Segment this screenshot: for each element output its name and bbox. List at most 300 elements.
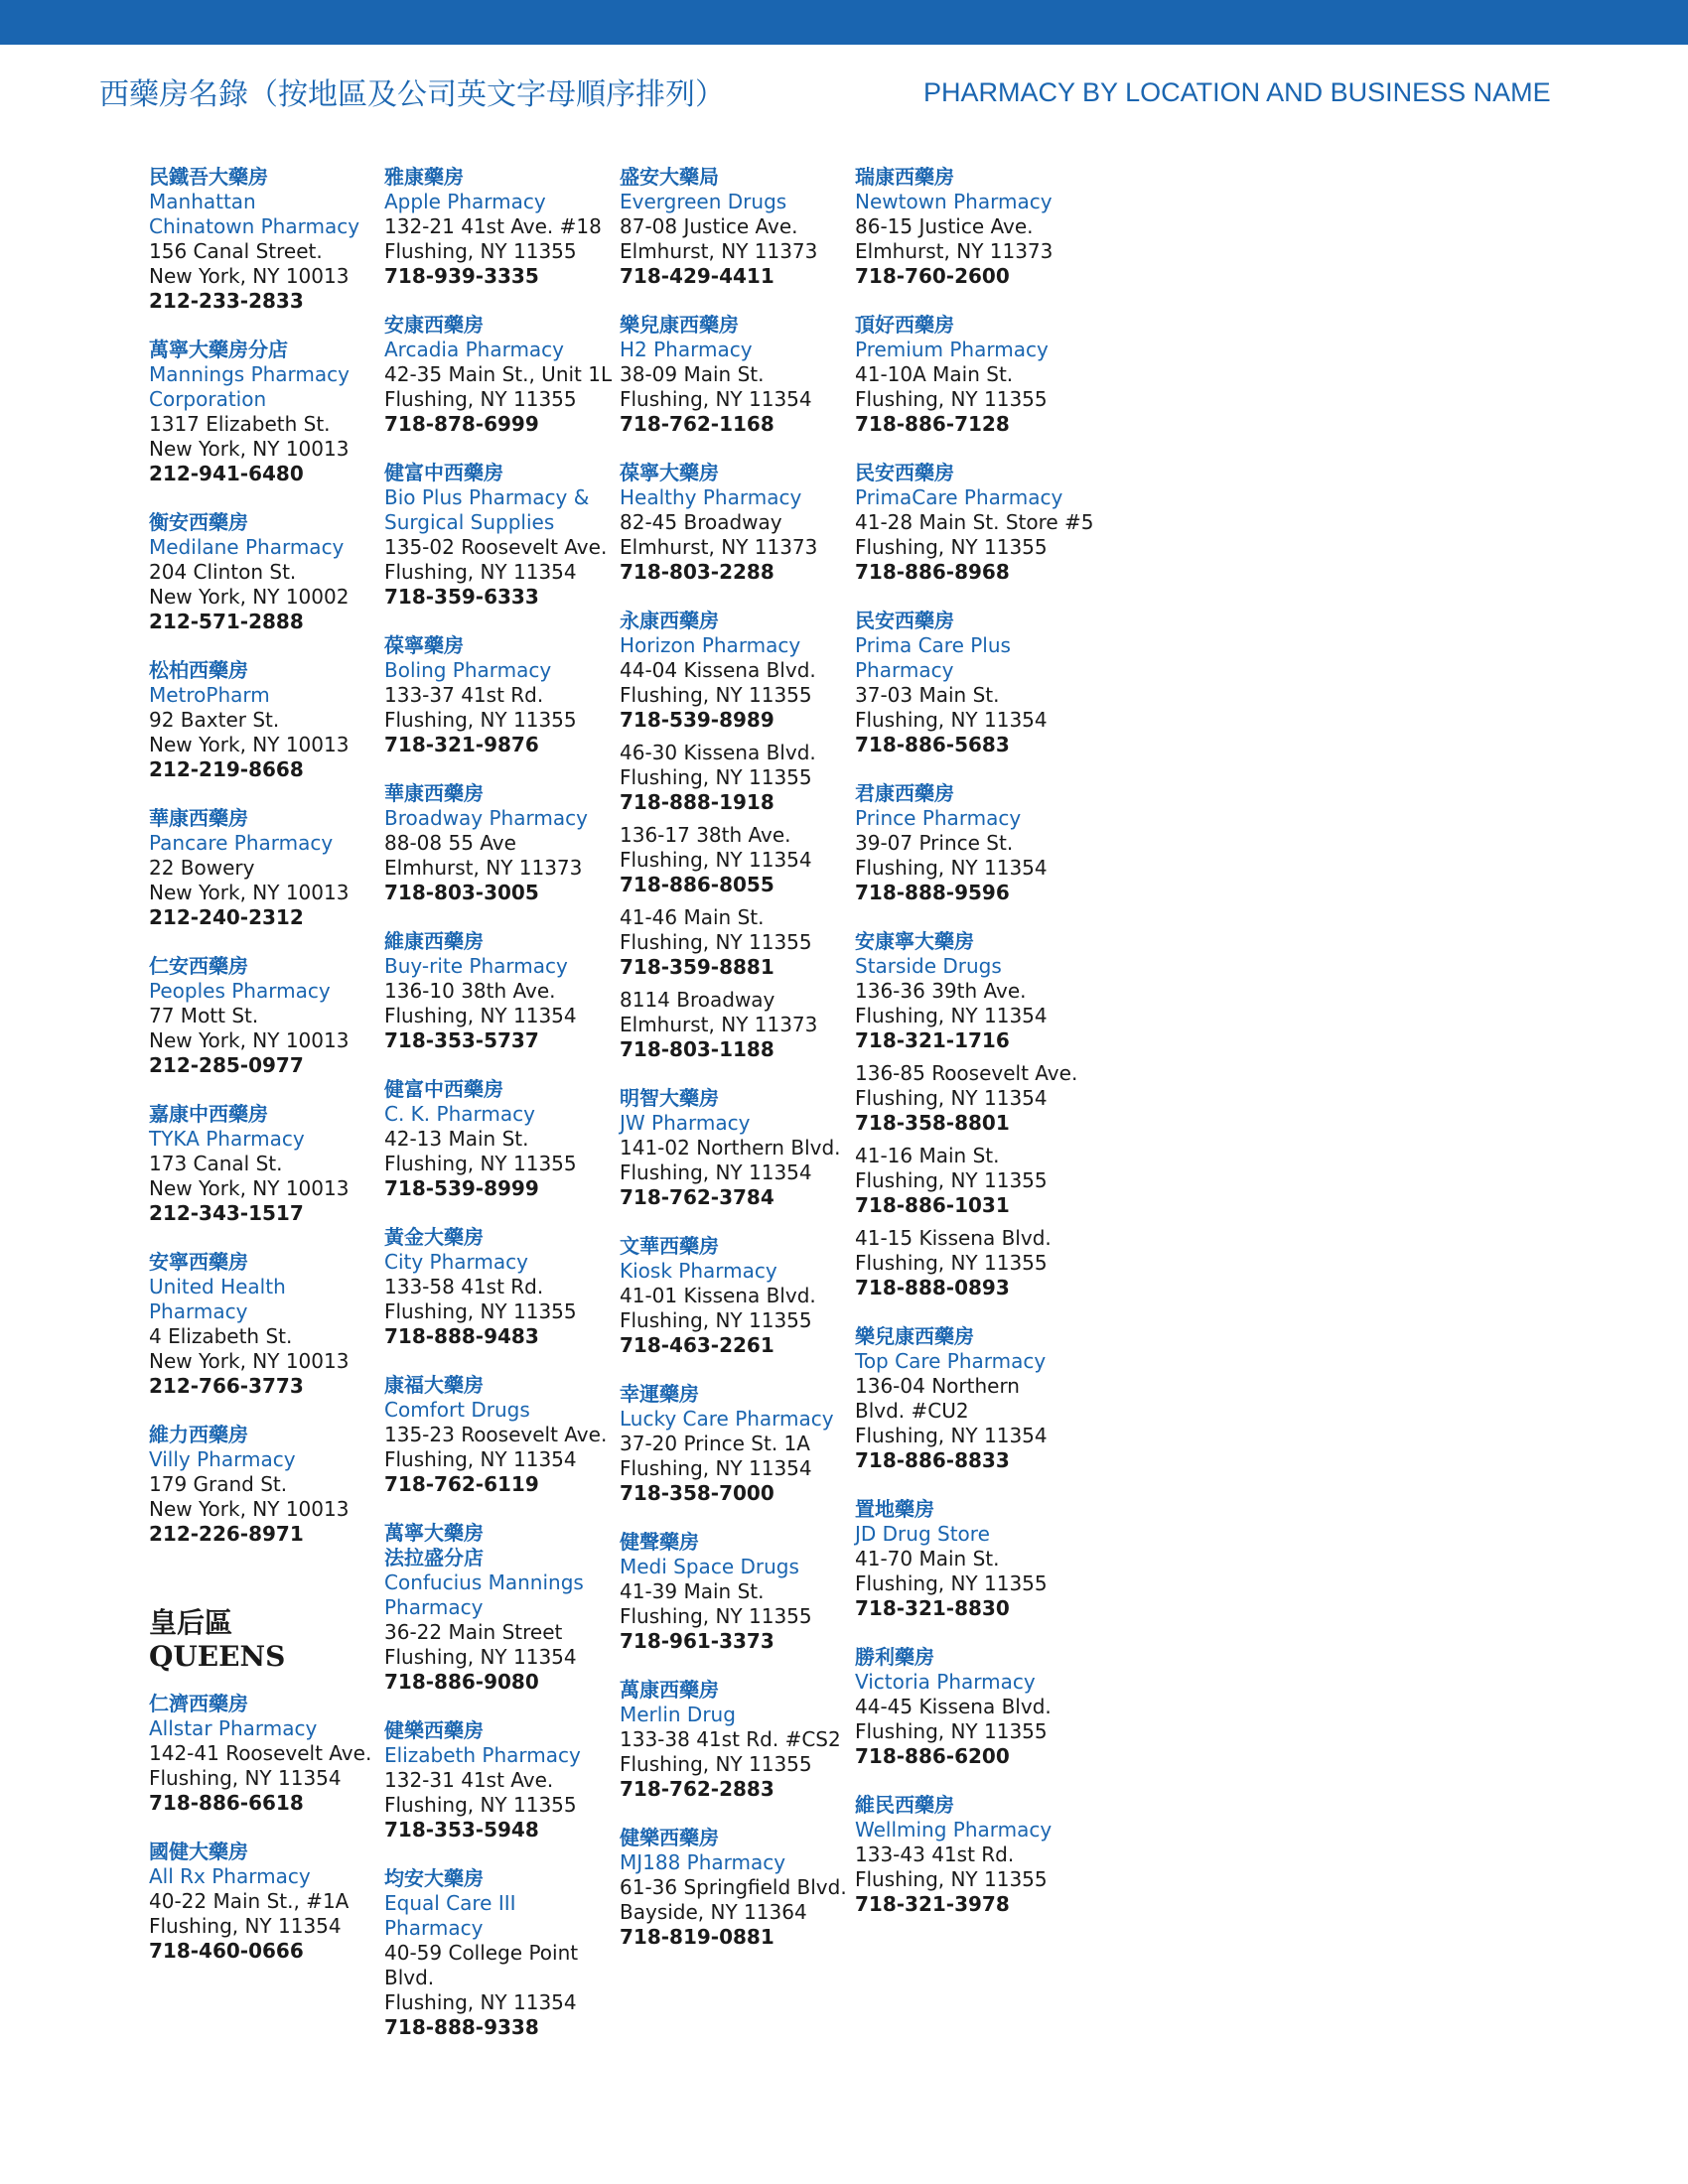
pharmacy-entry: [384, 1077, 615, 1201]
address-line: Flushing, NY 11355: [620, 930, 812, 954]
phone-number: 718-353-5737: [384, 1028, 539, 1052]
pharmacy-english-name: JD Drug Store: [855, 1522, 990, 1546]
address-line: 41-16 Main St.: [855, 1144, 1000, 1167]
pharmacy-chinese-name: 健聲藥房: [620, 1530, 699, 1554]
pharmacy-location: [149, 560, 379, 634]
address-line: 4 Elizabeth St.: [149, 1324, 293, 1348]
address-line: Flushing, NY 11355: [384, 1299, 577, 1323]
pharmacy-english-name: Lucky Care Pharmacy: [620, 1407, 834, 1431]
pharmacy-english-name: Pharmacy: [384, 1916, 484, 1940]
address-line: 77 Mott St.: [149, 1004, 259, 1027]
pharmacy-chinese-name: 維民西藥房: [855, 1793, 954, 1817]
pharmacy-location: [855, 510, 1094, 585]
address-line: 41-01 Kissena Blvd.: [620, 1284, 816, 1307]
pharmacy-english-name: Medilane Pharmacy: [149, 535, 345, 559]
address-line: Blvd.: [384, 1966, 435, 1989]
pharmacy-english-name: Medi Space Drugs: [620, 1555, 799, 1578]
pharmacy-english-name: Top Care Pharmacy: [855, 1349, 1047, 1373]
column-2: [384, 165, 615, 2064]
pharmacy-english-name: TYKA Pharmacy: [149, 1127, 305, 1151]
pharmacy-english-name: Boling Pharmacy: [384, 658, 552, 682]
address-line: 204 Clinton St.: [149, 560, 297, 584]
pharmacy-english-name: Pharmacy: [149, 1299, 248, 1323]
pharmacy-entry: [384, 1866, 615, 2040]
address-line: Flushing, NY 11355: [384, 387, 577, 411]
phone-number: 212-226-8971: [149, 1522, 304, 1546]
address-line: 133-38 41st Rd. #CS2: [620, 1727, 841, 1751]
address-line: New York, NY 10013: [149, 437, 350, 461]
address-line: 136-04 Northern: [855, 1374, 1020, 1398]
pharmacy-entry: [384, 1521, 615, 1695]
address-line: Flushing, NY 11354: [384, 1645, 577, 1669]
phone-number: 718-886-5683: [855, 733, 1010, 756]
pharmacy-chinese-name: 黃金大藥房: [384, 1225, 484, 1249]
phone-number: 718-321-9876: [384, 733, 539, 756]
phone-number: 718-886-7128: [855, 412, 1010, 436]
phone-number: 718-463-2261: [620, 1333, 774, 1357]
address-line: New York, NY 10002: [149, 585, 350, 609]
phone-number: 212-240-2312: [149, 905, 304, 929]
address-line: 46-30 Kissena Blvd.: [620, 741, 816, 764]
pharmacy-location: [855, 1374, 1085, 1473]
page-title-english: PHARMACY BY LOCATION AND BUSINESS NAME: [923, 77, 1551, 107]
pharmacy-english-name: Comfort Drugs: [384, 1398, 530, 1422]
pharmacy-location: [384, 683, 615, 757]
pharmacy-chinese-name: 萬寧大藥房: [384, 1521, 484, 1545]
pharmacy-chinese-name: 民安西藥房: [855, 609, 954, 632]
pharmacy-english-name: City Pharmacy: [384, 1250, 528, 1274]
pharmacy-location: [855, 362, 1085, 437]
pharmacy-entry: [855, 1497, 1085, 1621]
address-line: 36-22 Main Street: [384, 1620, 563, 1644]
pharmacy-location: [384, 1423, 615, 1497]
pharmacy-english-name: Bio Plus Pharmacy &: [384, 485, 590, 509]
phone-number: 718-359-8881: [620, 955, 774, 979]
address-line: Flushing, NY 11354: [855, 856, 1048, 880]
phone-number: 718-460-0666: [149, 1939, 304, 1963]
pharmacy-entry: [384, 781, 615, 905]
address-line: New York, NY 10013: [149, 1497, 350, 1521]
address-line: Flushing, NY 11355: [384, 708, 577, 732]
pharmacy-english-name: Corporation: [149, 387, 267, 411]
pharmacy-location: [384, 831, 615, 905]
phone-number: 212-571-2888: [149, 610, 304, 633]
pharmacy-entry: [620, 609, 850, 1062]
pharmacy-location: [384, 535, 615, 610]
pharmacy-location: [384, 1275, 615, 1349]
pharmacy-chinese-name: 安寧西藥房: [149, 1250, 248, 1274]
pharmacy-location: [384, 214, 615, 289]
address-line: New York, NY 10013: [149, 264, 350, 288]
address-line: 41-39 Main St.: [620, 1579, 765, 1603]
address-line: New York, NY 10013: [149, 733, 350, 756]
pharmacy-chinese-name: 萬康西藥房: [620, 1678, 719, 1702]
phone-number: 718-803-1188: [620, 1037, 774, 1061]
pharmacy-chinese-name: 幸運藥房: [620, 1382, 699, 1406]
address-line: Flushing, NY 11354: [149, 1766, 342, 1790]
pharmacy-entry: [620, 313, 850, 437]
pharmacy-location: [149, 856, 379, 930]
address-line: 1317 Elizabeth St.: [149, 412, 331, 436]
pharmacy-chinese-name: 健富中西藥房: [384, 1077, 503, 1101]
address-line: Flushing, NY 11354: [855, 1424, 1048, 1447]
address-line: Flushing, NY 11354: [855, 708, 1048, 732]
pharmacy-english-name: Pancare Pharmacy: [149, 831, 334, 855]
phone-number: 718-886-1031: [855, 1193, 1010, 1217]
address-line: 141-02 Northern Blvd.: [620, 1136, 841, 1160]
pharmacy-english-name: Merlin Drug: [620, 1703, 736, 1726]
pharmacy-chinese-name: 盛安大藥局: [620, 165, 719, 189]
phone-number: 212-285-0977: [149, 1053, 304, 1077]
pharmacy-chinese-name: 勝利藥房: [855, 1645, 934, 1669]
pharmacy-location: [384, 1941, 615, 2040]
pharmacy-location: [620, 1284, 850, 1358]
pharmacy-english-name: Prince Pharmacy: [855, 806, 1022, 830]
phone-number: 718-762-6119: [384, 1472, 539, 1496]
pharmacy-entry: [855, 313, 1085, 437]
pharmacy-english-name: Wellming Pharmacy: [855, 1818, 1053, 1842]
address-line: 22 Bowery: [149, 856, 255, 880]
pharmacy-english-name: MetroPharm: [149, 683, 270, 707]
phone-number: 718-886-6618: [149, 1791, 304, 1815]
phone-number: 212-343-1517: [149, 1201, 304, 1225]
pharmacy-location: [384, 1768, 615, 1843]
address-line: 8114 Broadway: [620, 988, 775, 1012]
pharmacy-english-name: Broadway Pharmacy: [384, 806, 588, 830]
pharmacy-chinese-name: 健樂西藥房: [384, 1718, 484, 1742]
address-line: 133-43 41st Rd.: [855, 1843, 1015, 1866]
phone-number: 718-539-8999: [384, 1176, 539, 1200]
pharmacy-location: [855, 1144, 1085, 1218]
column-2-entries: [384, 165, 615, 2040]
address-line: 133-37 41st Rd.: [384, 683, 544, 707]
pharmacy-english-name: Prima Care Plus: [855, 633, 1011, 657]
pharmacy-location: [620, 905, 850, 980]
region-heading-english: QUEENS: [149, 1640, 286, 1673]
phone-number: 718-803-2288: [620, 560, 774, 584]
pharmacy-location: [855, 683, 1085, 757]
pharmacy-location: [855, 214, 1085, 289]
address-line: Bayside, NY 11364: [620, 1900, 807, 1924]
pharmacy-entry: [149, 1250, 379, 1399]
pharmacy-english-name: Apple Pharmacy: [384, 190, 546, 213]
pharmacy-chinese-name: 文華西藥房: [620, 1234, 719, 1258]
pharmacy-location: [149, 1472, 379, 1547]
phone-number: 718-886-8968: [855, 560, 1010, 584]
pharmacy-entry: [855, 1645, 1085, 1769]
pharmacy-location: [855, 1061, 1085, 1136]
pharmacy-entry: [149, 510, 379, 634]
pharmacy-english-name: Confucius Mannings: [384, 1570, 584, 1594]
address-line: 41-70 Main St.: [855, 1547, 1000, 1570]
address-line: Flushing, NY 11354: [149, 1914, 342, 1938]
pharmacy-chinese-name: 樂兒康西藥房: [855, 1324, 974, 1348]
address-line: Elmhurst, NY 11373: [620, 535, 818, 559]
pharmacy-chinese-name: 葆寧藥房: [384, 633, 464, 657]
pharmacy-chinese-name: 仁濟西藥房: [149, 1692, 248, 1715]
region-heading-chinese: 皇后區: [149, 1606, 233, 1639]
pharmacy-entry: [149, 1423, 379, 1547]
pharmacy-location: [149, 708, 379, 782]
address-line: 37-20 Prince St. 1A: [620, 1432, 810, 1455]
phone-number: 718-321-3978: [855, 1892, 1010, 1916]
pharmacy-chinese-name: 華康西藥房: [149, 806, 248, 830]
pharmacy-chinese-name: 健富中西藥房: [384, 461, 503, 484]
column-1: [149, 165, 379, 1987]
address-line: 136-10 38th Ave.: [384, 979, 556, 1003]
phone-number: 718-358-8801: [855, 1111, 1010, 1135]
pharmacy-entry: [855, 929, 1085, 1300]
phone-number: 718-886-8055: [620, 873, 774, 896]
address-line: 44-04 Kissena Blvd.: [620, 658, 816, 682]
pharmacy-chinese-name: 雅康藥房: [384, 165, 464, 189]
pharmacy-location: [384, 1127, 615, 1201]
pharmacy-chinese-name: 均安大藥房: [384, 1866, 484, 1890]
pharmacy-chinese-name: 頂好西藥房: [855, 313, 954, 337]
address-line: 87-08 Justice Ave.: [620, 214, 798, 238]
address-line: New York, NY 10013: [149, 1028, 350, 1052]
pharmacy-english-name: Allstar Pharmacy: [149, 1716, 318, 1740]
address-line: 179 Grand St.: [149, 1472, 288, 1496]
top-color-bar: [0, 0, 1688, 45]
pharmacy-entry: [384, 165, 615, 289]
address-line: 135-02 Roosevelt Ave.: [384, 535, 608, 559]
pharmacy-entry: [384, 313, 615, 437]
pharmacy-entry: [149, 1102, 379, 1226]
phone-number: 718-888-9483: [384, 1324, 539, 1348]
address-line: 41-10A Main St.: [855, 362, 1014, 386]
address-line: Flushing, NY 11355: [855, 1168, 1048, 1192]
pharmacy-location: [149, 1324, 379, 1399]
phone-number: 718-888-1918: [620, 790, 774, 814]
pharmacy-entry: [620, 1826, 850, 1950]
pharmacy-english-name: Manhattan: [149, 190, 256, 213]
pharmacy-entry: [620, 1234, 850, 1358]
phone-number: 718-762-1168: [620, 412, 774, 436]
address-line: New York, NY 10013: [149, 1176, 350, 1200]
pharmacy-location: [620, 741, 850, 815]
address-line: 41-15 Kissena Blvd.: [855, 1226, 1052, 1250]
pharmacy-location: [620, 510, 850, 585]
phone-number: 212-233-2833: [149, 289, 304, 313]
pharmacy-entry: [384, 1225, 615, 1349]
address-line: Flushing, NY 11354: [620, 387, 812, 411]
pharmacy-english-name: Elizabeth Pharmacy: [384, 1743, 581, 1767]
pharmacy-chinese-name: 葆寧大藥房: [620, 461, 719, 484]
pharmacy-chinese-name: 嘉康中西藥房: [149, 1102, 268, 1126]
pharmacy-english-name: All Rx Pharmacy: [149, 1864, 311, 1888]
pharmacy-chinese-name: 置地藥房: [855, 1497, 934, 1521]
address-line: 86-15 Justice Ave.: [855, 214, 1034, 238]
pharmacy-english-name: Surgical Supplies: [384, 510, 555, 534]
pharmacy-english-name: Healthy Pharmacy: [620, 485, 802, 509]
phone-number: 718-939-3335: [384, 264, 539, 288]
pharmacy-location: [620, 1136, 850, 1210]
pharmacy-entry: [620, 461, 850, 585]
pharmacy-location: [620, 362, 850, 437]
column-3: [620, 165, 850, 1974]
pharmacy-location: [620, 1875, 850, 1950]
phone-number: 718-961-3373: [620, 1629, 774, 1653]
address-line: 42-35 Main St., Unit 1L: [384, 362, 613, 386]
pharmacy-chinese-name: 康福大藥房: [384, 1373, 484, 1397]
pharmacy-location: [384, 362, 615, 437]
address-line: Flushing, NY 11354: [855, 1086, 1048, 1110]
phone-number: 212-941-6480: [149, 462, 304, 485]
address-line: Flushing, NY 11355: [855, 1251, 1048, 1275]
pharmacy-english-name: Buy-rite Pharmacy: [384, 954, 568, 978]
pharmacy-entry: [855, 1324, 1085, 1473]
address-line: Flushing, NY 11355: [855, 1571, 1048, 1595]
phone-number: 718-359-6333: [384, 585, 539, 609]
address-line: Flushing, NY 11354: [620, 848, 812, 872]
address-line: 133-58 41st Rd.: [384, 1275, 544, 1298]
pharmacy-entry: [620, 1086, 850, 1210]
pharmacy-entry: [620, 1678, 850, 1802]
pharmacy-location: [384, 979, 615, 1053]
pharmacy-chinese-name: 民安西藥房: [855, 461, 954, 484]
address-line: 37-03 Main St.: [855, 683, 1000, 707]
pharmacy-english-name: Victoria Pharmacy: [855, 1670, 1036, 1694]
pharmacy-chinese-name: 安康西藥房: [384, 313, 484, 337]
pharmacy-location: [855, 979, 1085, 1053]
pharmacy-entry: [855, 165, 1085, 289]
pharmacy-location: [855, 831, 1085, 905]
pharmacy-english-name: Newtown Pharmacy: [855, 190, 1053, 213]
pharmacy-location: [149, 412, 379, 486]
phone-number: 718-888-9338: [384, 2015, 539, 2039]
pharmacy-chinese-name: 明智大藥房: [620, 1086, 719, 1110]
phone-number: 718-353-5948: [384, 1818, 539, 1842]
address-line: 92 Baxter St.: [149, 708, 280, 732]
phone-number: 718-878-6999: [384, 412, 539, 436]
address-line: Flushing, NY 11355: [855, 535, 1048, 559]
address-line: 39-07 Prince St.: [855, 831, 1014, 855]
pharmacy-english-name: Premium Pharmacy: [855, 338, 1049, 361]
address-line: Flushing, NY 11354: [384, 1447, 577, 1471]
address-line: Flushing, NY 11355: [855, 387, 1048, 411]
pharmacy-chinese-name: 松柏西藥房: [149, 658, 248, 682]
address-line: 136-85 Roosevelt Ave.: [855, 1061, 1078, 1085]
pharmacy-chinese-name: 國健大藥房: [149, 1840, 248, 1863]
column-3-entries: [620, 165, 850, 1950]
pharmacy-english-name: Mannings Pharmacy: [149, 362, 351, 386]
address-line: 136-36 39th Ave.: [855, 979, 1027, 1003]
pharmacy-chinese-name: 樂兒康西藥房: [620, 313, 739, 337]
pharmacy-entry: [855, 461, 1094, 585]
address-line: Flushing, NY 11355: [855, 1719, 1048, 1743]
address-line: Flushing, NY 11355: [384, 239, 577, 263]
address-line: 132-31 41st Ave.: [384, 1768, 554, 1792]
address-line: 88-08 55 Ave: [384, 831, 516, 855]
address-line: 132-21 41st Ave. #18: [384, 214, 602, 238]
phone-number: 718-760-2600: [855, 264, 1010, 288]
address-line: Flushing, NY 11354: [855, 1004, 1048, 1027]
pharmacy-chinese-name: 永康西藥房: [620, 609, 719, 632]
address-line: Flushing, NY 11355: [384, 1152, 577, 1175]
address-line: New York, NY 10013: [149, 1349, 350, 1373]
pharmacy-entry: [149, 658, 379, 782]
pharmacy-english-name: Evergreen Drugs: [620, 190, 787, 213]
phone-number: 718-762-3784: [620, 1185, 774, 1209]
pharmacy-entry: [620, 1530, 850, 1654]
pharmacy-location: [855, 1695, 1085, 1769]
pharmacy-location: [620, 1432, 850, 1506]
pharmacy-location: [855, 1226, 1085, 1300]
pharmacy-entry: [149, 165, 379, 314]
pharmacy-english-name: United Health: [149, 1275, 286, 1298]
pharmacy-chinese-name: 健樂西藥房: [620, 1826, 719, 1849]
pharmacy-location: [620, 1727, 850, 1802]
pharmacy-english-name: Starside Drugs: [855, 954, 1002, 978]
pharmacy-entry: [384, 1373, 615, 1497]
pharmacy-chinese-name: 仁安西藥房: [149, 954, 248, 978]
phone-number: 718-888-9596: [855, 881, 1010, 904]
pharmacy-chinese-name: 維康西藥房: [384, 929, 484, 953]
address-line: Flushing, NY 11355: [620, 765, 812, 789]
address-line: 40-22 Main St., #1A: [149, 1889, 350, 1913]
phone-number: 718-429-4411: [620, 264, 774, 288]
address-line: 44-45 Kissena Blvd.: [855, 1695, 1052, 1718]
phone-number: 718-886-6200: [855, 1744, 1010, 1768]
pharmacy-location: [620, 988, 850, 1062]
pharmacy-location: [855, 1547, 1085, 1621]
phone-number: 718-762-2883: [620, 1777, 774, 1801]
address-line: 42-13 Main St.: [384, 1127, 529, 1151]
address-line: 156 Canal Street.: [149, 239, 323, 263]
pharmacy-location: [620, 823, 850, 897]
pharmacy-entry: [855, 781, 1085, 905]
pharmacy-location: [855, 1843, 1085, 1917]
pharmacy-english-name: PrimaCare Pharmacy: [855, 485, 1063, 509]
column-4: [855, 165, 1094, 1941]
pharmacy-entry: [384, 633, 615, 757]
column-4-entries: [855, 165, 1094, 1917]
address-line: Elmhurst, NY 11373: [384, 856, 583, 880]
address-line: Flushing, NY 11354: [620, 1456, 812, 1480]
address-line: Elmhurst, NY 11373: [620, 239, 818, 263]
phone-number: 718-358-7000: [620, 1481, 774, 1505]
address-line: Flushing, NY 11355: [620, 1752, 812, 1776]
address-line: 41-28 Main St. Store #5: [855, 510, 1094, 534]
address-line: Flushing, NY 11355: [620, 1308, 812, 1332]
pharmacy-english-name: C. K. Pharmacy: [384, 1102, 535, 1126]
address-line: Blvd. #CU2: [855, 1399, 969, 1423]
pharmacy-english-name: Pharmacy: [855, 658, 954, 682]
address-line: 40-59 College Point: [384, 1941, 579, 1965]
pharmacy-entry: [149, 338, 379, 486]
pharmacy-chinese-name: 安康寧大藥房: [855, 929, 974, 953]
pharmacy-chinese-name: 瑞康西藥房: [855, 165, 954, 189]
phone-number: 212-766-3773: [149, 1374, 304, 1398]
pharmacy-chinese-name: 衡安西藥房: [149, 510, 248, 534]
pharmacy-chinese-name: 民鐵吾大藥房: [149, 165, 268, 189]
pharmacy-english-name: Pharmacy: [384, 1595, 484, 1619]
pharmacy-english-name: Arcadia Pharmacy: [384, 338, 565, 361]
pharmacy-english-name: Horizon Pharmacy: [620, 633, 801, 657]
pharmacy-location: [620, 214, 850, 289]
pharmacy-entry: [384, 929, 615, 1053]
address-line: Elmhurst, NY 11373: [620, 1013, 818, 1036]
address-line: Flushing, NY 11355: [384, 1793, 577, 1817]
region-heading-queens: [149, 1606, 379, 1674]
address-line: Flushing, NY 11355: [620, 1604, 812, 1628]
address-line: 173 Canal St.: [149, 1152, 283, 1175]
pharmacy-english-name: MJ188 Pharmacy: [620, 1850, 786, 1874]
address-line: New York, NY 10013: [149, 881, 350, 904]
pharmacy-location: [384, 1620, 615, 1695]
pharmacy-location: [149, 239, 379, 314]
